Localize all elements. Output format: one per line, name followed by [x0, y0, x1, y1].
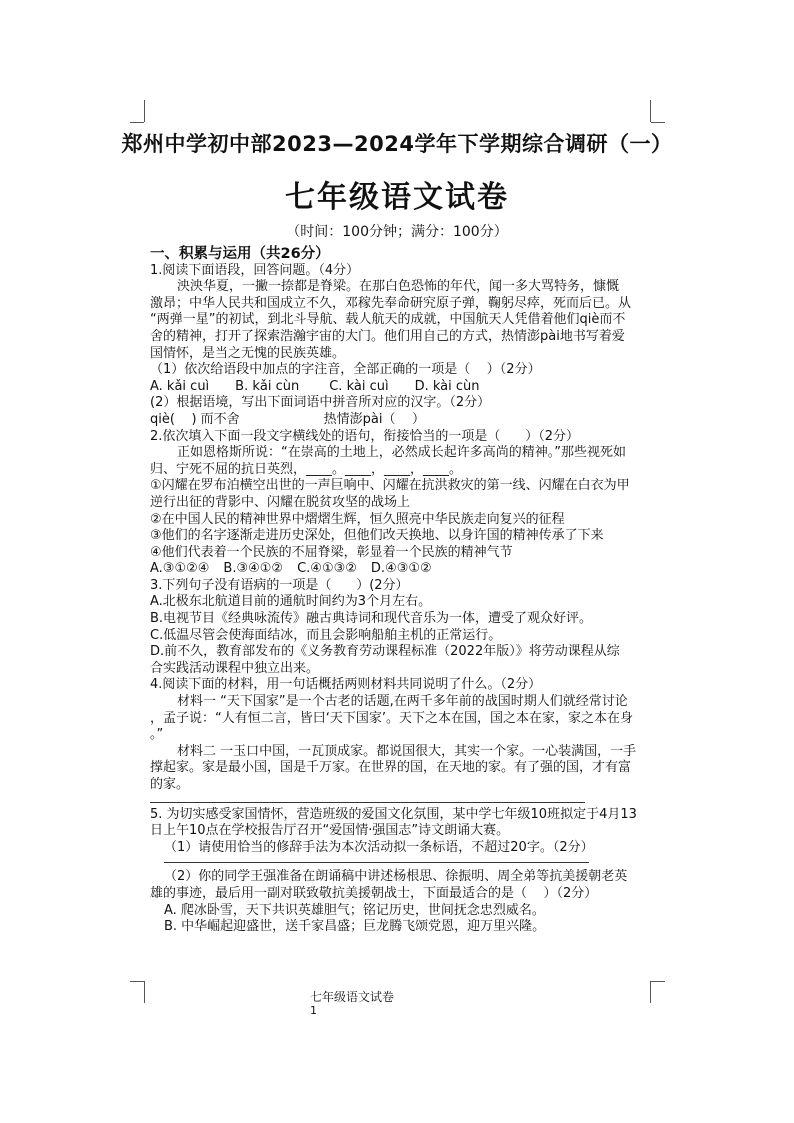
exam-title: 七年级语文试卷: [285, 180, 509, 215]
q4-answer-line[interactable]: [150, 802, 585, 803]
q2-item: 逆行出征的背影中、闪耀在脱贫攻坚的战场上: [150, 494, 411, 510]
section-heading: 一、积累与运用（共26分）: [150, 246, 330, 262]
fill-blank-b: 热情澎pài（ ）: [323, 411, 426, 427]
q4-material2-line: 的家。: [150, 777, 190, 792]
q2-passage-line: 正如恩格斯所说：“在崇高的土地上，必然成长起许多高尚的精神。”那些视死如: [177, 445, 626, 461]
q2-item: ②在中国人民的精神世界中熠熠生辉，恒久照亮中华民族走向复兴的征程: [150, 511, 565, 527]
q3-prompt: 3.下列句子没有语病的一项是（ ）(2分）: [150, 577, 409, 593]
q3-option: B.电视节目《经典咏流传》融古典诗词和现代音乐为一体，遭受了观众好评。: [150, 611, 593, 627]
q5-sub2: （2）你的同学王强准备在朗诵稿中讲述杨根思、徐振明、周全弟等抗美援朝老英: [164, 869, 628, 885]
option-a: A. kǎi cuì: [150, 378, 210, 394]
q4-material1-line: ，孟子说：“人有恒二言，皆曰‘天下国家’。天下之本在国，国之本在家，家之本在身: [150, 710, 634, 726]
q2-item: ④他们代表着一个民族的不屈脊梁，彰显着一个民族的精神气节: [150, 544, 513, 560]
option-a: A.③①②④: [150, 561, 210, 577]
q5-option: B. 中华崛起迎盛世，送千家昌盛；巨龙腾飞颂党恩，迎万里兴隆。: [164, 919, 546, 935]
crop-mark-top-right-h: [651, 122, 665, 123]
q3-option: A.北极东北航道目前的通航时间约为3个月左右。: [150, 594, 432, 610]
option-c: C. kài cuì: [329, 378, 389, 394]
q2-prompt: 2.依次填入下面一段文字横线处的语句，衔接恰当的一项是（ ）（2分）: [150, 428, 579, 444]
q1-passage-line: [150, 279, 650, 296]
crop-mark-top-left-h: [130, 122, 144, 123]
q1-sub2-fill: [150, 412, 650, 429]
q1-prompt: 1.阅读下面语段，回答问题。（4分）: [150, 262, 360, 278]
q5-sub1: （1）请使用恰当的修辞手法为本次活动拟一条标语，不超过20字。（2分）: [164, 839, 594, 855]
q2-options: [150, 561, 650, 578]
question-4: [150, 677, 650, 802]
exam-info: （时间：100分钟；满分：100分）: [286, 224, 508, 240]
q5-prompt: 5. 为切实感受家国情怀，营造班级的爱国文化氛围，某中学七年级10班拟定于4月13: [150, 806, 637, 822]
q2-passage-line: 归、宁死不屈的抗日英烈，____。____，____，____。: [150, 461, 463, 477]
q3-option: D.前不久，教育部发布的《义务教育劳动课程标准（2022年版）》将劳动课程从综: [150, 644, 620, 660]
question-1: [150, 263, 650, 429]
crop-mark-top-left-v: [144, 100, 145, 122]
option-c: C.④①③②: [297, 561, 357, 577]
q4-material2-line: 撑起家。家是最小国，国是千万家。在世界的国，在天地的家。有了强的国，才有富: [150, 760, 632, 776]
option-d: D. kài cùn: [414, 378, 480, 394]
crop-mark-bottom-right-v: [650, 981, 651, 1003]
crop-mark-bottom-right-h: [651, 981, 665, 982]
q1-passage-line: “两弹一星”的初试，到北斗导航、载人航天的成就，中国航天人凭借着他们qiè而不: [150, 312, 626, 328]
crop-mark-top-right-v: [650, 100, 651, 122]
option-d: D.④③①②: [370, 561, 432, 577]
q5-sub2: 雄的事迹，最后用一副对联致敬抗美援朝战士，下面最适合的是（ ）（2分）: [150, 885, 598, 901]
q1-passage-line: 激昂；中华人民共和国成立不久，邓稼先奉命研究原子弹，鞠躬尽瘁，死而后已。从: [150, 295, 632, 311]
question-5: [150, 807, 650, 936]
question-2: [150, 429, 650, 578]
school-title: 郑州中学初中部2023—2024学年下学期综合调研（一）: [121, 132, 673, 156]
footer-label: 七年级语文试卷: [310, 990, 395, 1004]
q5-sub1-answer-line[interactable]: [164, 862, 589, 863]
q1-passage-line: 舍的精神，打开了探索浩瀚宇宙的大门。他们用自己的方式，热情澎pài地书写着爱: [150, 328, 625, 344]
question-3: [150, 578, 650, 678]
q3-option: C.低温尽管会使海面结冰，而且会影响船舶主机的正常运行。: [150, 627, 502, 643]
q3-option: 合实践活动课程中独立出来。: [150, 660, 320, 676]
crop-mark-bottom-left-v: [144, 981, 145, 1003]
exam-body: [150, 246, 650, 936]
q5-option: A. 爬冰卧雪，天下共识英雄胆气；铭记历史，世间抚念忠烈威名。: [164, 902, 545, 918]
option-b: B. kǎi cùn: [235, 378, 300, 394]
q1-sub1: （1）依次给语段中加点的字注音，全部正确的一项是（ ）（2分）: [150, 362, 541, 378]
q1-passage-line: 国情怀，是当之无愧的民族英雄。: [150, 345, 346, 361]
option-b: B.③④①②: [223, 561, 284, 577]
q5-prompt: 日上午10点在学校报告厅召开“爱国情·强国志”诗文朗诵大赛。: [150, 823, 510, 839]
q1-sub1-options: [150, 379, 650, 396]
q1-passage-text: 泱泱华夏，一撇一捺都是脊梁。在那白色恐怖的年代，闻一多大骂特务，慷慨: [177, 279, 620, 295]
q2-item: ①闪耀在罗布泊横空出世的一声巨响中、闪耀在抗洪救灾的第一线、闪耀在白衣为甲: [150, 478, 630, 494]
page-number: 1: [310, 1004, 317, 1017]
q4-material1-line: 材料一 “天下国家”是一个古老的话题,在两千多年前的战国时期人们就经常讨论: [177, 694, 628, 710]
q2-item: ③他们的名字逐渐走进历史深处，但他们改天换地、以身许国的精神传承了下来: [150, 528, 604, 544]
fill-blank-a: qiè( ) 而不舍: [150, 411, 240, 427]
q4-material1-line: 。”: [150, 727, 164, 743]
crop-mark-bottom-left-h: [130, 981, 144, 982]
q4-material2-line: 材料二 一玉口中国，一瓦顶成家。都说国很大，其实一个家。一心装满国，一手: [177, 743, 637, 759]
q4-prompt: 4.阅读下面的材料，用一句话概括两则材料共同说明了什么。（2分）: [150, 677, 542, 693]
q1-sub2: (2）根据语境，写出下面词语中拼音所对应的汉字。（2分）: [150, 395, 491, 411]
